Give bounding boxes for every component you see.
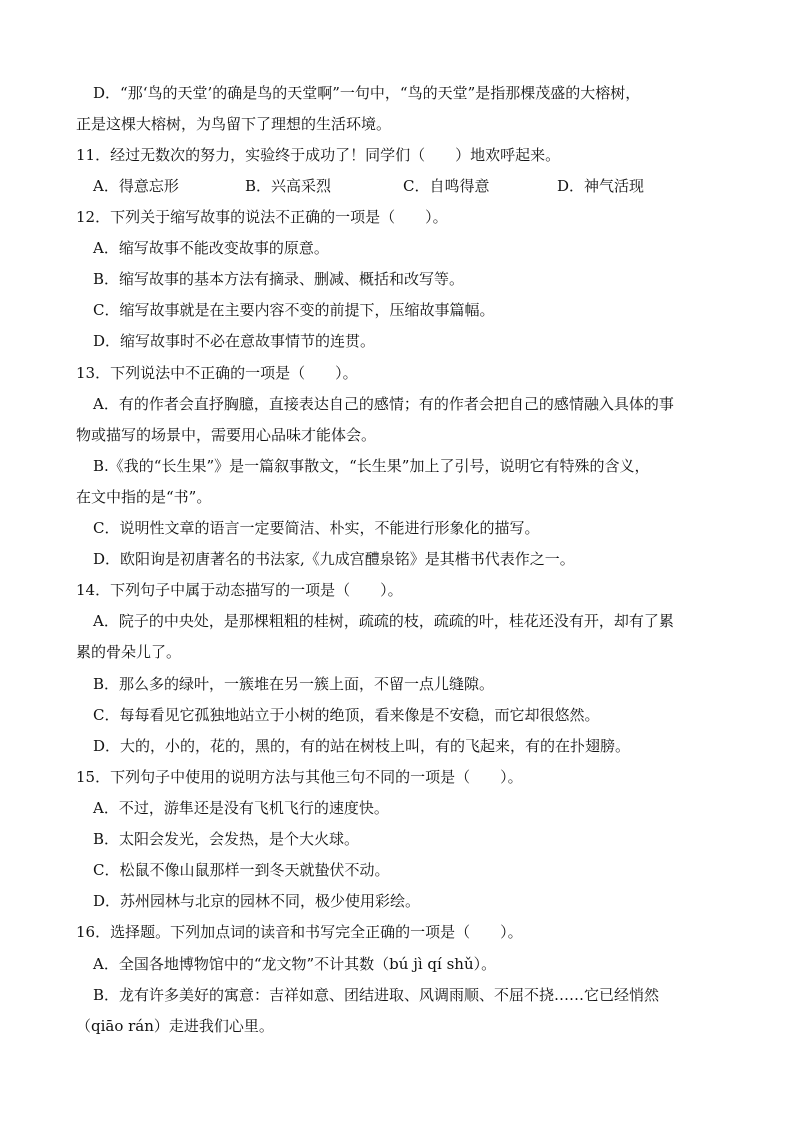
question-15-option-d: D．苏州园林与北京的园林不同，极少使用彩绘。 xyxy=(93,892,421,910)
question-13-option-d: D．欧阳询是初唐著名的书法家,《九成宫醴泉铭》是其楷书代表作之一。 xyxy=(93,550,575,568)
question-13-option-a-line2: 物或描写的场景中，需要用心品味才能体会。 xyxy=(76,426,377,444)
question-12-option-a: A．缩写故事不能改变故事的原意。 xyxy=(93,239,329,257)
question-16: 16．选择题。下列加点词的读音和书写完全正确的一项是（ ）。 xyxy=(76,923,523,941)
question-12-option-d: D．缩写故事时不必在意故事情节的连贯。 xyxy=(93,332,376,350)
question-15-option-c: C．松鼠不像山鼠那样一到冬天就蛰伏不动。 xyxy=(93,861,390,879)
question-13-option-b-line2: 在文中指的是“书”。 xyxy=(76,488,212,506)
question-11-options xyxy=(93,176,773,196)
question-14-option-c: C．每每看见它孤独地站立于小树的绝顶，看来像是不安稳，而它却很悠然。 xyxy=(93,706,600,724)
question-16-option-b-line1: B．龙有许多美好的寓意：吉祥如意、团结进取、风调雨顺、不屈不挠……它已经悄然 xyxy=(93,986,660,1004)
question-11-option-b: B．兴高采烈 xyxy=(245,177,332,195)
question-13-option-b-line1: B.《我的“长生果”》是一篇叙事散文，“长生果”加上了引号，说明它有特殊的含义， xyxy=(93,457,650,475)
question-16-option-a: A．全国各地博物馆中的“龙文物”不计其数（bú jì qí shǔ）。 xyxy=(93,955,497,973)
question-14: 14．下列句子中属于动态描写的一项是（ ）。 xyxy=(76,581,403,599)
question-15: 15．下列句子中使用的说明方法与其他三句不同的一项是（ ）。 xyxy=(76,768,523,786)
question-15-option-a: A．不过，游隼还是没有飞机飞行的速度快。 xyxy=(93,799,389,817)
question-12-option-b: B．缩写故事的基本方法有摘录、删减、概括和改写等。 xyxy=(93,270,465,288)
question-14-option-d: D．大的，小的，花的，黑的，有的站在树枝上叫，有的飞起来，有的在扑翅膀。 xyxy=(93,737,631,755)
question-14-option-a-line2: 累的骨朵儿了。 xyxy=(76,643,182,661)
question-14-option-b: B．那么多的绿叶，一簇堆在另一簇上面，不留一点儿缝隙。 xyxy=(93,675,495,693)
question-16-option-b-line2: （qiāo rán）走进我们心里。 xyxy=(76,1017,274,1035)
question-13: 13．下列说法中不正确的一项是（ ）。 xyxy=(76,364,358,382)
question-14-option-a-line1: A．院子的中央处，是那棵粗粗的桂树，疏疏的枝，疏疏的叶，桂花还没有开，却有了累 xyxy=(93,612,674,630)
q10-option-d-line2: 正是这棵大榕树，为鸟留下了理想的生活环境。 xyxy=(76,115,392,133)
question-11: 11．经过无数次的努力，实验终于成功了！同学们（ ）地欢呼起来。 xyxy=(76,146,561,164)
question-13-option-a-line1: A．有的作者会直抒胸臆，直接表达自己的感情；有的作者会把自己的感情融入具体的事 xyxy=(93,395,674,413)
question-12: 12．下列关于缩写故事的说法不正确的一项是（ ）。 xyxy=(76,208,448,226)
question-11-option-a: A．得意忘形 xyxy=(93,177,179,195)
question-13-option-c: C．说明性文章的语言一定要简洁、朴实，不能进行形象化的描写。 xyxy=(93,519,540,537)
question-11-option-d: D．神气活现 xyxy=(557,177,645,195)
question-15-option-b: B．太阳会发光，会发热，是个大火球。 xyxy=(93,830,360,848)
q10-option-d-line1: D．“那‘鸟的天堂’的确是鸟的天堂啊”一句中，“鸟的天堂”是指那棵茂盛的大榕树， xyxy=(93,84,641,102)
question-11-option-c: C．自鸣得意 xyxy=(403,177,490,195)
question-12-option-c: C．缩写故事就是在主要内容不变的前提下，压缩故事篇幅。 xyxy=(93,301,495,319)
